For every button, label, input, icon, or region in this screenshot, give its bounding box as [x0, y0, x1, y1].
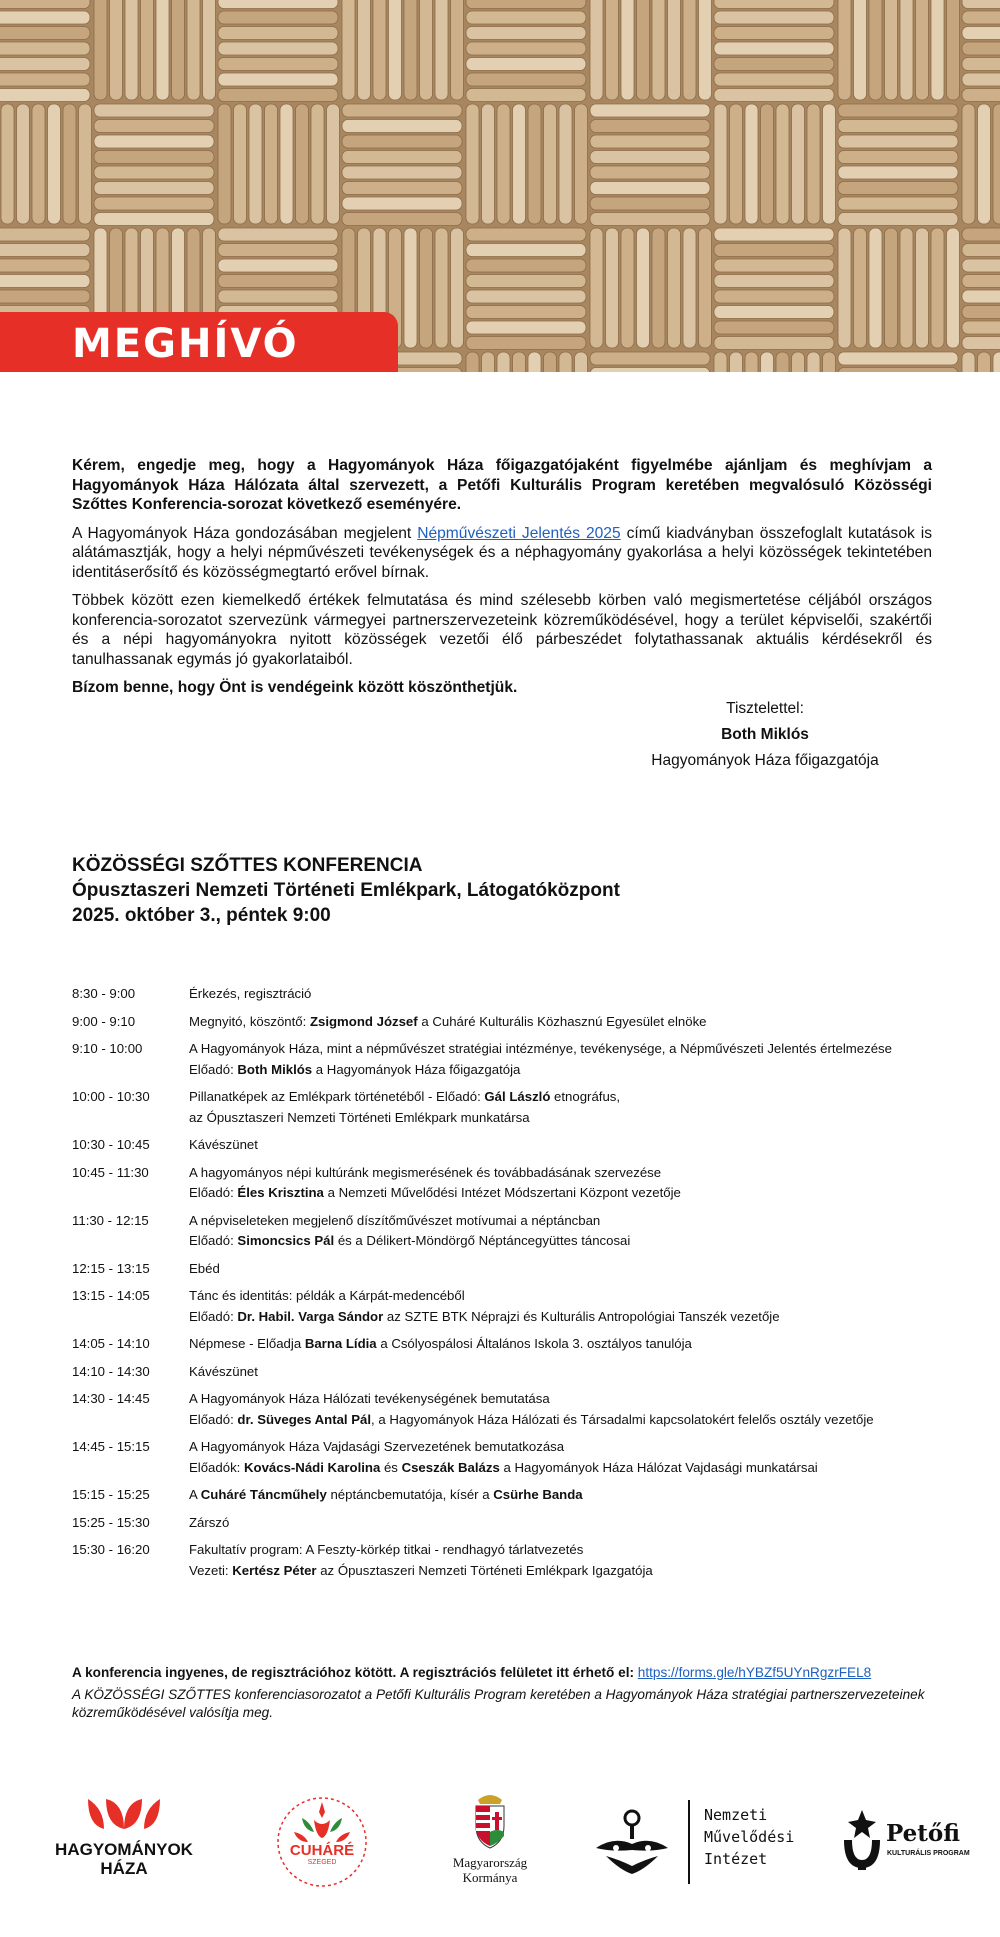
schedule-text: Pillanatképek az Emlékpark történetéből - Előadó: — [189, 1089, 485, 1104]
schedule-line — [189, 1259, 952, 1280]
schedule-line — [189, 1458, 952, 1479]
schedule-time: 8:30 - 9:00 — [72, 986, 136, 1001]
schedule-row — [72, 1039, 952, 1080]
schedule-description — [189, 1259, 952, 1280]
schedule-description — [189, 984, 952, 1005]
schedule-row — [72, 1211, 952, 1252]
letter-paragraph-2 — [72, 524, 932, 583]
schedule-text: Megnyitó, köszöntő: — [189, 1013, 310, 1029]
schedule-text: Népmese - Előadja — [189, 1336, 305, 1351]
nmi-line-3: Intézet — [704, 1850, 768, 1868]
schedule-row — [72, 1012, 952, 1033]
cuhare-logo — [272, 1792, 372, 1892]
schedule-line — [189, 1307, 952, 1328]
letter-closing: Bízom benne, hogy Önt is vendégeink között köszönthetjük. — [72, 679, 518, 696]
signature-block — [600, 696, 930, 774]
speaker-name: Kertész Péter — [232, 1562, 317, 1578]
schedule-time: 15:15 - 15:25 — [72, 1487, 150, 1502]
schedule-text: néptáncbemutatója, kísér a — [326, 1487, 494, 1502]
invitation-title: MEGHÍVÓ — [72, 321, 299, 367]
speaker-name: Gál László — [484, 1089, 551, 1104]
registration-info — [72, 1664, 952, 1682]
hero-image — [0, 0, 1000, 372]
footer-info — [72, 1664, 952, 1722]
schedule-text: A — [189, 1487, 201, 1502]
speaker-name: Kovács-Nádi Karolina — [244, 1459, 381, 1475]
schedule-time: 15:25 - 15:30 — [72, 1514, 150, 1530]
schedule-time: 10:30 - 10:45 — [72, 1137, 150, 1152]
conference-title: KÖZÖSSÉGI SZŐTTES KONFERENCIA — [72, 855, 423, 876]
schedule-description — [189, 1135, 952, 1156]
speaker-name: Cseszák Balázs — [401, 1459, 500, 1475]
speaker-name: Zsigmond József — [309, 1013, 418, 1029]
schedule-text: Zárszó — [189, 1514, 230, 1530]
paragraph-text: A Hagyományok Háza gondozásában megjelent — [72, 524, 418, 542]
schedule-description — [189, 1540, 952, 1581]
schedule-text: Előadó: — [189, 1233, 238, 1248]
schedule-text: Érkezés, regisztráció — [189, 986, 312, 1001]
schedule-row — [72, 1437, 952, 1478]
schedule-description — [189, 1334, 952, 1355]
schedule-description — [189, 1389, 952, 1430]
schedule-line — [189, 1039, 952, 1060]
schedule-text: az Ópusztaszeri Nemzeti Történeti Emlékpark munkatársa — [189, 1109, 530, 1125]
schedule-line — [189, 1437, 952, 1458]
schedule-text: az Ópusztaszeri Nemzeti Történeti Emlékpark Igazgatója — [316, 1562, 653, 1578]
schedule-text: Előadó: — [189, 1308, 238, 1324]
schedule-text: A Hagyományok Háza Vajdasági Szervezetének bemutatkozása — [189, 1439, 565, 1454]
petofi-subtitle: KULTURÁLIS PROGRAM — [887, 1850, 970, 1857]
schedule-text: A hagyományos népi kultúránk megismerésének és továbbadásának szervezése — [189, 1164, 662, 1180]
speaker-name: dr. Süveges Antal Pál — [237, 1411, 372, 1427]
schedule-time: 14:10 - 14:30 — [72, 1363, 150, 1379]
schedule-description — [189, 1087, 952, 1128]
signature-title: Hagyományok Háza főigazgatója — [651, 752, 879, 769]
schedule-description — [189, 1012, 952, 1033]
schedule-time: 14:30 - 14:45 — [72, 1391, 150, 1406]
petofi-star-icon — [840, 1810, 884, 1870]
speaker-name: Cuháré Táncműhely — [200, 1487, 327, 1502]
schedule-text: a Hagyományok Háza főigazgatója — [312, 1061, 521, 1077]
schedule-text: a Nemzeti Művelődési Intézet Módszertani Központ vezetője — [323, 1185, 681, 1200]
nemzeti-muvelodesi-intezet-logo — [592, 1804, 795, 1888]
speaker-name: Éles Krisztina — [237, 1185, 324, 1200]
schedule-text: Fakultatív program: A Feszty-körkép titkai - rendhagyó tárlatvezetés — [189, 1542, 584, 1557]
schedule-row — [72, 1334, 952, 1355]
nmi-divider — [688, 1800, 690, 1884]
magyarorszag-kormanya-logo — [430, 1788, 550, 1885]
schedule-time: 14:05 - 14:10 — [72, 1336, 150, 1351]
series-note: A KÖZÖSSÉGI SZŐTTES konferenciasorozatot a Petőfi Kulturális Program keretében a Hagyományok Háza stratégiai partnerszervezeteinek közreműködésével valósítja meg. — [72, 1687, 925, 1720]
schedule-description — [189, 1039, 952, 1080]
schedule-time: 15:30 - 16:20 — [72, 1542, 150, 1557]
schedule-line — [189, 1135, 952, 1156]
schedule-text: A Hagyományok Háza Hálózati tevékenységének bemutatása — [189, 1391, 550, 1406]
conference-venue: Ópusztaszeri Nemzeti Történeti Emlékpark, Látogatóközpont — [72, 880, 620, 901]
schedule-row — [72, 1513, 952, 1534]
schedule-time: 13:15 - 14:05 — [72, 1288, 150, 1303]
schedule-line — [189, 1561, 952, 1582]
conference-heading — [72, 853, 620, 928]
schedule-text: Előadó: — [189, 1061, 238, 1077]
schedule-text: a Csólyospálosi Általános Iskola 3. osztályos tanulója — [376, 1336, 692, 1351]
schedule-line — [189, 1183, 952, 1204]
schedule-description — [189, 1211, 952, 1252]
schedule-row — [72, 1362, 952, 1383]
registration-link[interactable]: https://forms.gle/hYBZf5UYnRgzrFEL8 — [637, 1665, 872, 1680]
nmi-line-1: Nemzeti — [704, 1806, 768, 1824]
schedule-line — [189, 1286, 952, 1307]
schedule-line — [189, 984, 952, 1005]
speaker-name: Csürhe Banda — [493, 1487, 583, 1502]
schedule-description — [189, 1286, 952, 1327]
schedule-row — [72, 1163, 952, 1204]
schedule-line — [189, 1540, 952, 1561]
letter-paragraph-3: Többek között ezen kiemelkedő értékek felmutatása és mind szélesebb körben való megismertetése céljából országos konferencia-sorozatot szervezünk vármegyei partnerszervezeteink közreműködésével, hogy a terület képviselői, szakértői és a népi hagyományokra nyitott közösségek vezetői élő párbeszédet folytathassanak aktuális kérdésekről és tanulhassanak egymás jó gyakorlataiból. — [72, 592, 932, 668]
schedule-line — [189, 1334, 952, 1355]
speaker-name: Barna Lídia — [304, 1336, 377, 1351]
schedule-time: 11:30 - 12:15 — [72, 1212, 149, 1228]
cuhare-city: SZEGED — [307, 1859, 337, 1866]
conference-date: 2025. október 3., péntek 9:00 — [72, 905, 331, 926]
schedule-row — [72, 1135, 952, 1156]
schedule-time: 9:00 - 9:10 — [72, 1013, 136, 1029]
schedule-text: Előadók: — [189, 1459, 244, 1475]
schedule-row — [72, 1259, 952, 1280]
signature-name: Both Miklós — [721, 726, 809, 743]
schedule-description — [189, 1437, 952, 1478]
schedule-description — [189, 1362, 952, 1383]
schedule-text: Előadó: — [189, 1185, 238, 1200]
schedule-text: és — [380, 1459, 402, 1475]
nepmuveszeti-jelentes-link[interactable]: Népművészeti Jelentés 2025 — [417, 524, 621, 542]
schedule-row — [72, 1286, 952, 1327]
schedule-text: és a Délikert-Möndörgő Néptáncegyüttes táncosai — [334, 1233, 631, 1248]
tulip-icon — [84, 1795, 164, 1835]
schedule-text: etnográfus, — [550, 1089, 621, 1104]
schedule-row — [72, 1540, 952, 1581]
schedule-text: Kávészünet — [189, 1363, 258, 1379]
schedule-line — [189, 1012, 952, 1033]
schedule-row — [72, 1389, 952, 1430]
hagyomanyok-haza-logo — [44, 1795, 204, 1878]
nmi-text — [704, 1804, 794, 1870]
schedule-text: Előadó: — [189, 1411, 238, 1427]
schedule-line — [189, 1410, 952, 1431]
schedule-line — [189, 1231, 952, 1252]
hagyomanyok-line-1: HAGYOMÁNYOK — [55, 1840, 193, 1859]
petofi-title: Petőfi — [886, 1820, 960, 1847]
coat-of-arms-icon — [470, 1788, 510, 1850]
speaker-name: Both Miklós — [237, 1061, 313, 1077]
schedule-line — [189, 1060, 952, 1081]
speaker-name: Dr. Habil. Varga Sándor — [237, 1308, 384, 1324]
schedule-text: Vezeti: — [189, 1562, 233, 1578]
schedule-text: , a Hagyományok Háza Hálózati és Társadalmi kapcsolatokért felelős osztály vezetője — [371, 1411, 874, 1427]
schedule-line — [189, 1108, 952, 1129]
schedule-time: 10:45 - 11:30 — [72, 1164, 149, 1180]
invitation-badge — [0, 312, 398, 372]
schedule-text: Tánc és identitás: példák a Kárpát-medencéből — [189, 1288, 465, 1303]
cuhare-name: CUHÁRÉ — [289, 1842, 355, 1859]
schedule-text: az SZTE BTK Néprajzi és Kulturális Antropológiai Tanszék vezetője — [383, 1308, 780, 1324]
invitation-letter — [72, 456, 932, 707]
schedule-text: A Hagyományok Háza, mint a népművészet stratégiai intézménye, tevékenysége, a Népművészeti Jelentés értelmezése — [189, 1041, 892, 1056]
schedule-description — [189, 1163, 952, 1204]
paragraph-text: című kiadványban összefoglalt kutatások is alátámasztják, hogy a helyi népművészeti tevékenységek és a néphagyomány gyakorlása a helyi közösségek tekintetében identitáserősítő és közösségmegtartó erővel bírnak. — [72, 524, 932, 581]
petofi-program-logo — [840, 1810, 970, 1880]
schedule-line — [189, 1087, 952, 1108]
schedule-time: 14:45 - 15:15 — [72, 1439, 150, 1454]
schedule-time: 12:15 - 13:15 — [72, 1260, 150, 1276]
registration-text: A konferencia ingyenes, de regisztrációhoz kötött. A regisztrációs felületet itt érhető el: — [72, 1665, 634, 1680]
nmi-line-2: Művelődési — [704, 1828, 795, 1846]
schedule-text: a Cuháré Kulturális Közhasznú Egyesület elnöke — [417, 1013, 707, 1029]
schedule-text: Ebéd — [189, 1260, 220, 1276]
schedule-line — [189, 1513, 952, 1534]
partner-logos — [0, 1780, 1000, 1900]
schedule-time: 10:00 - 10:30 — [72, 1089, 150, 1104]
program-schedule — [72, 984, 952, 1588]
kormany-line-2: Kormánya — [462, 1870, 518, 1885]
schedule-row — [72, 984, 952, 1005]
schedule-text: a Hagyományok Háza Hálózat Vajdasági munkatársai — [499, 1459, 818, 1475]
schedule-time: 9:10 - 10:00 — [72, 1041, 143, 1056]
schedule-text: Kávészünet — [189, 1137, 258, 1152]
hagyomanyok-line-2: HÁZA — [100, 1859, 148, 1878]
schedule-text: A népviseleteken megjelenő díszítőművészet motívumai a néptáncban — [189, 1212, 601, 1228]
kormany-line-1: Magyarország — [452, 1855, 528, 1870]
schedule-description — [189, 1485, 952, 1506]
schedule-row — [72, 1485, 952, 1506]
schedule-line — [189, 1163, 952, 1184]
speaker-name: Simoncsics Pál — [237, 1233, 335, 1248]
schedule-line — [189, 1211, 952, 1232]
signature-greeting: Tisztelettel: — [726, 700, 804, 717]
letter-intro: Kérem, engedje meg, hogy a Hagyományok Háza főigazgatójaként figyelmébe ajánljam és meghívjam a Hagyományok Háza Hálózata által szervezett, a Petőfi Kulturális Program keretében megvalósuló Közösségi Szőttes Konferencia-sorozat következő eseményére. — [72, 457, 932, 513]
schedule-description — [189, 1513, 952, 1534]
schedule-row — [72, 1087, 952, 1128]
nmi-folk-motif-icon — [592, 1808, 672, 1878]
schedule-line — [189, 1389, 952, 1410]
schedule-line — [189, 1362, 952, 1383]
schedule-line — [189, 1485, 952, 1506]
